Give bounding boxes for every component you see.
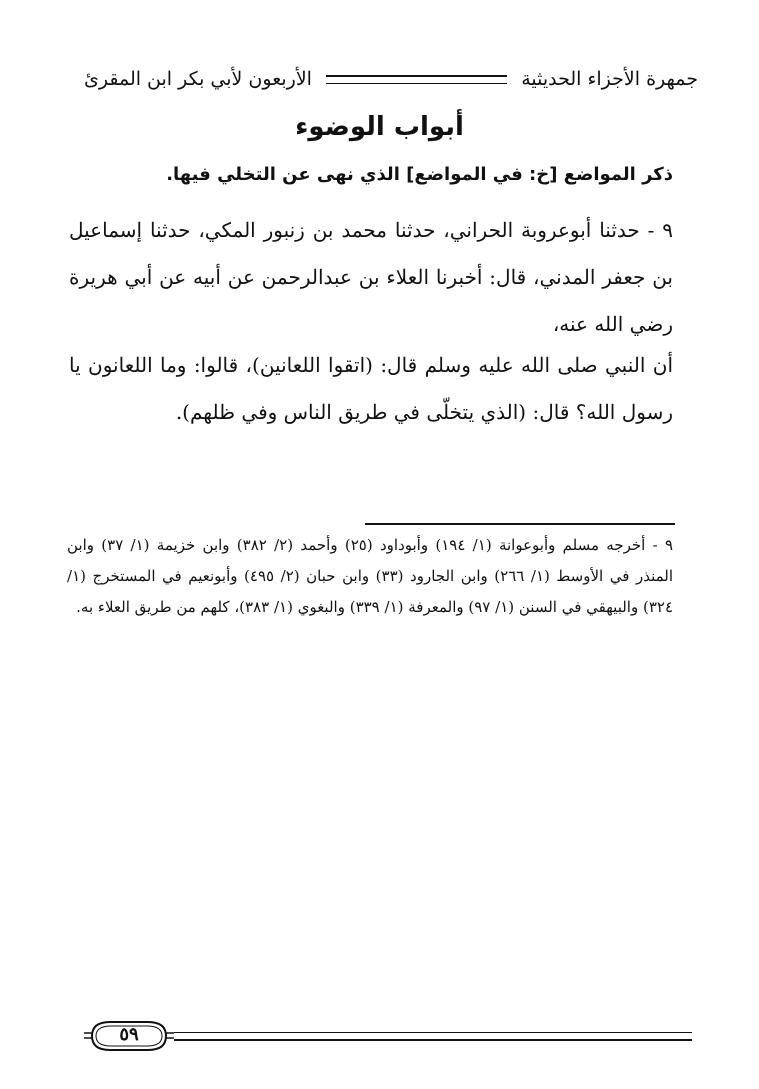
footnote: ٩ - أخرجه مسلم وأبوعوانة (١/ ١٩٤) وأبوداود (٢٥) وأحمد (٢/ ٣٨٢) وابن خزيمة (١/ ٣٧) وابن المنذر في الأوسط (١/ ٢٦٦) وابن الجارود (٣٣) وابن حبان (٢/ ٤٩٥) وأبونعيم في المستخرج (١/ ٣٢٤) والبيهقي في السنن (١/ ٩٧) والمعرفة (١/ ٣٣٩) والبغوي (١/ ٣٨٣)، كلهم من طريق العلاء به. [67, 536, 674, 616]
page-number-ornament [84, 1018, 174, 1054]
hadith-text-paragraph: أن النبي صلى الله عليه وسلم قال: (اتقوا اللعانين)، قالوا: وما اللعانون يا رسول الله؟ قال: (الذي يتخلّى في طريق الناس وفي ظلهم). [69, 353, 673, 424]
chapter-heading: ذكر المواضع [خ: في المواضع] الذي نهى عن التخلي فيها. [166, 164, 673, 185]
footnote-separator [365, 523, 675, 525]
header-part-title: الأربعون لأبي بكر ابن المقرئ [84, 68, 312, 90]
hadith-chain-paragraph: ٩ - حدثنا أبوعروبة الحراني، حدثنا محمد بن زنبور المكي، حدثنا إسماعيل بن جعفر المدني، قال: أخبرنا العلاء بن عبدالرحمن عن أبيه عن أبي هريرة رضي الله عنه، [69, 218, 673, 336]
header-book-title: جمهرة الأجزاء الحديثية [521, 68, 698, 90]
section-title: أبواب الوضوء [295, 112, 464, 142]
footer-rule [174, 1032, 692, 1041]
running-header [84, 62, 698, 96]
header-rule [326, 75, 507, 84]
page-number: ٥٩ [119, 1024, 139, 1045]
